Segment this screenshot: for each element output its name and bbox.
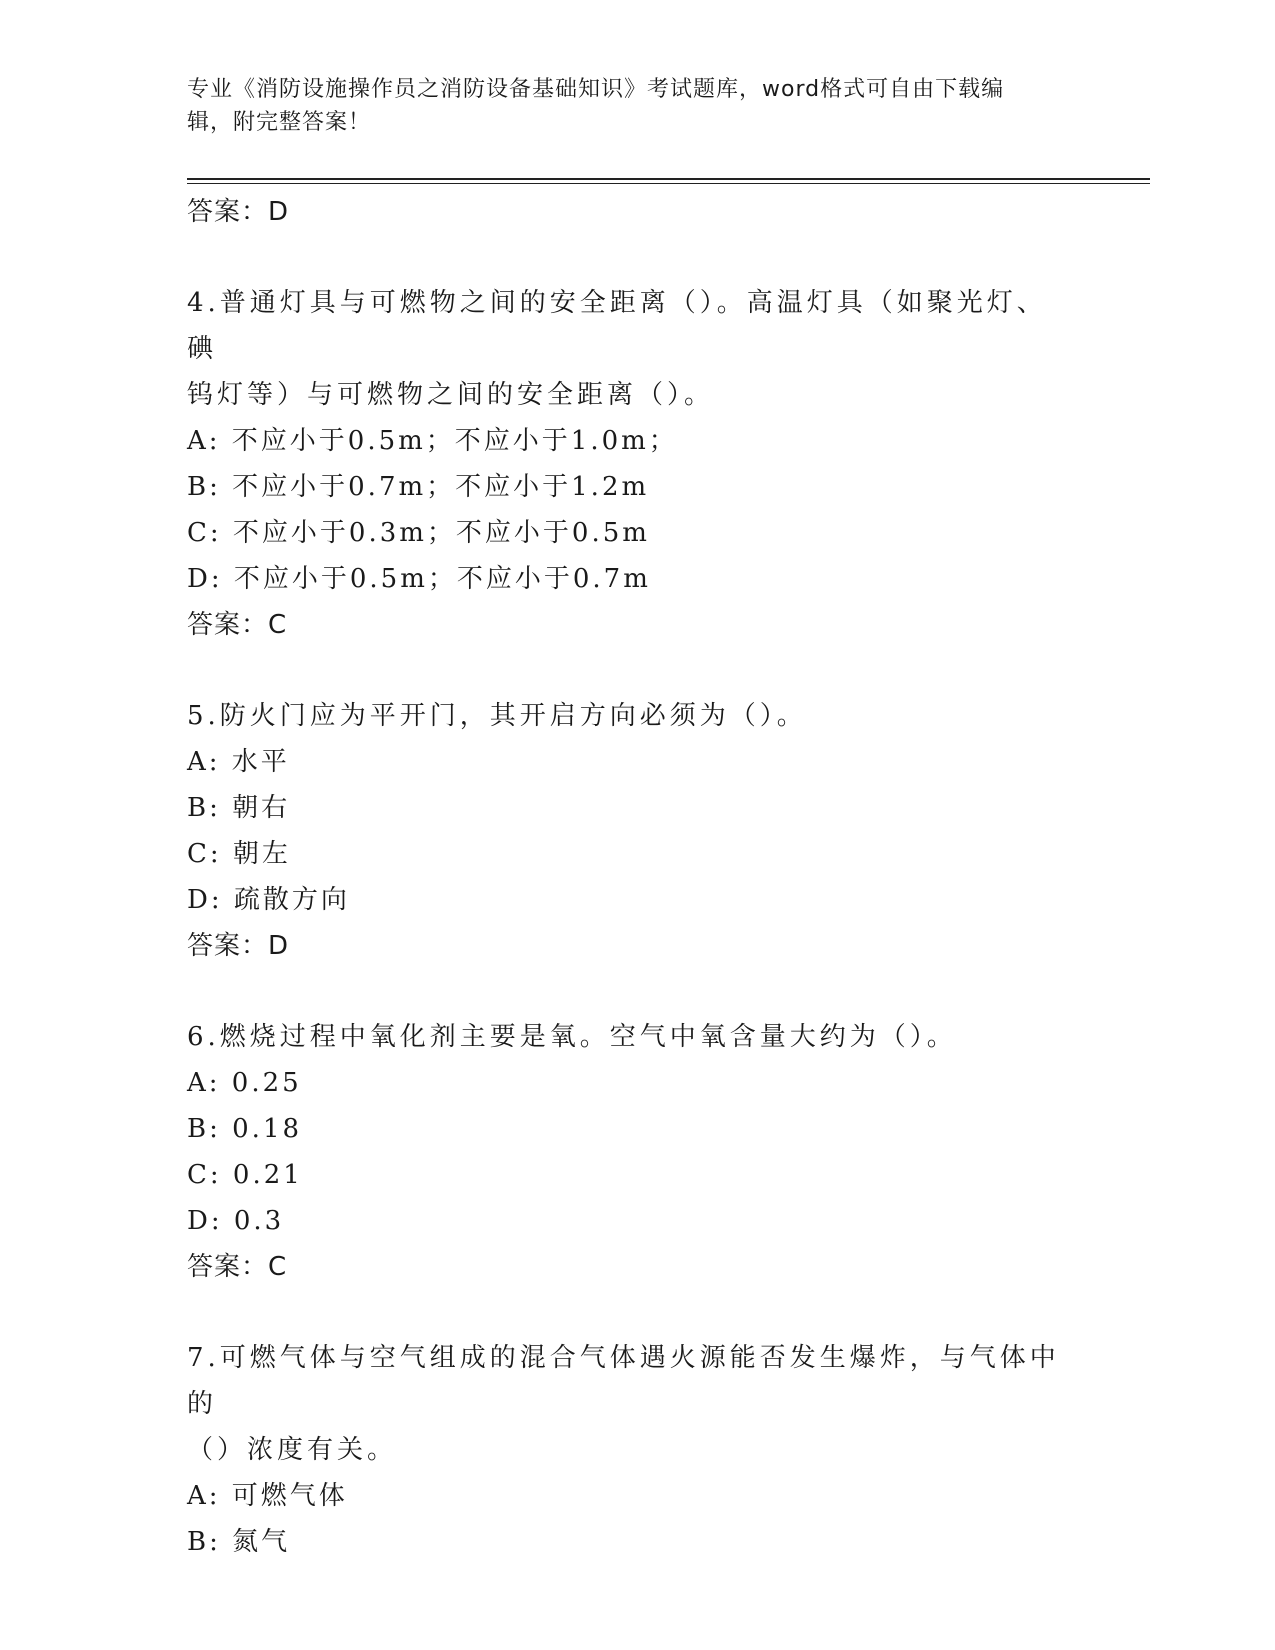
option-a: A: 0.25 xyxy=(187,1068,302,1098)
option-c: C: 0.21 xyxy=(187,1160,303,1190)
question-title-line-1: 6.燃烧过程中氧化剂主要是氧。空气中氧含量大约为（）。 xyxy=(187,1022,957,1052)
header-divider-thick xyxy=(187,178,1150,180)
question-title-line-2: （）浓度有关。 xyxy=(187,1435,398,1465)
header-line-2: 辑，附完整答案！ xyxy=(187,110,372,135)
question-list xyxy=(187,189,1067,1565)
question-title-line-1: 5.防火门应为平开门，其开启方向必须为（）。 xyxy=(187,701,807,731)
option-b: B: 朝右 xyxy=(187,793,291,823)
question-title-line-1: 7.可燃气体与空气组成的混合气体遇火源能否发生爆炸，与气体中的 xyxy=(187,1343,1060,1419)
header-divider-thin xyxy=(187,183,1150,184)
option-d: D: 不应小于0.5m；不应小于0.7m xyxy=(187,564,651,594)
option-c: C: 朝左 xyxy=(187,839,291,869)
option-a: A: 可燃气体 xyxy=(187,1481,348,1511)
header-line-1: 专业《消防设施操作员之消防设备基础知识》考试题库，word格式可自由下载编 xyxy=(187,77,1005,102)
option-d: D: 0.3 xyxy=(187,1206,285,1236)
question-title-line-2: 钨灯等）与可燃物之间的安全距离（）。 xyxy=(187,380,715,410)
option-b: B: 氮气 xyxy=(187,1527,291,1557)
option-c: C: 不应小于0.3m；不应小于0.5m xyxy=(187,518,650,548)
answer: 答案：D xyxy=(187,931,290,961)
question-title-line-1: 4.普通灯具与可燃物之间的安全距离（）。高温灯具（如聚光灯、碘 xyxy=(187,288,1047,364)
document-header xyxy=(187,73,1067,139)
option-b: B: 0.18 xyxy=(187,1114,303,1144)
previous-answer: 答案：D xyxy=(187,197,290,227)
question-4 xyxy=(187,280,1067,648)
option-b: B: 不应小于0.7m；不应小于1.2m xyxy=(187,472,650,502)
answer: 答案：C xyxy=(187,1252,288,1282)
option-a: A: 水平 xyxy=(187,747,290,777)
option-a: A: 不应小于0.5m；不应小于1.0m； xyxy=(187,426,678,456)
answer: 答案：C xyxy=(187,610,288,640)
question-7 xyxy=(187,1335,1067,1565)
question-6 xyxy=(187,1014,1067,1290)
question-5 xyxy=(187,693,1067,969)
option-d: D: 疏散方向 xyxy=(187,885,350,915)
